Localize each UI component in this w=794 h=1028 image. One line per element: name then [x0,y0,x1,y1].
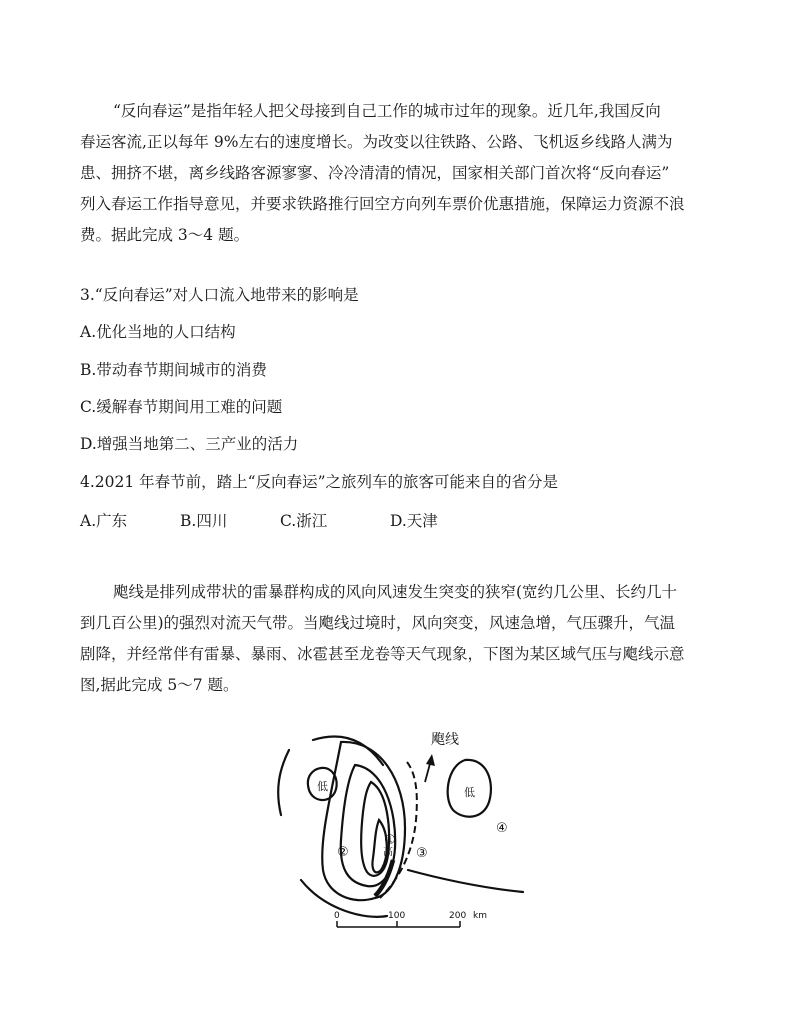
question-4-option-a: A.广东 [80,512,128,530]
arrow-head-icon [426,754,435,766]
passage-line: “反向春运”是指年轻人把父母接到自己工作的城市过年的现象。近几年,我国反向 [113,102,661,120]
question-3-option-a: A.优化当地的人口结构 [80,323,236,341]
passage-line: 春运客流,正以每年 9%左右的速度增长。为改变以往铁路、公路、飞机返乡线路人满为 [80,133,673,151]
question-4-option-c: C.浙江 [280,512,328,530]
question-4-option-d: D.天津 [390,512,438,530]
passage-spring-travel [80,96,720,251]
question-4-option-b: B.四川 [180,512,228,530]
point-3-label: ③ [416,846,428,861]
scale-label-100: 100 [388,911,406,921]
isobar-outer [322,742,405,900]
passage-line: 患、拥挤不堪，离乡线路客源寥寥、冷冷清清的情况，国家相关部门首次将“反向春运” [80,164,670,182]
pressure-squall-map [275,720,530,935]
low-label-right: 低 [464,786,475,799]
question-3-option-b: B.带动春节期间城市的消费 [80,361,267,379]
point-1-label: ① [384,833,396,848]
isobars [278,736,523,916]
question-3-option-d: D.增强当地第二、三产业的活力 [80,435,299,453]
passage-squall-line [80,577,720,701]
scale-label-0: 0 [334,911,340,921]
scale-unit: km [473,911,487,921]
question-3-stem: 3.“反向春运”对人口流入地带来的影响是 [80,286,359,304]
point-4-label: ④ [496,821,508,836]
point-2-label: ② [337,845,349,860]
passage-line: 图,据此完成 5～7 题。 [80,676,239,694]
isobar-middle [341,765,395,886]
passage-line: 费。据此完成 3～4 题。 [80,226,250,244]
passage-line: 飑线是排列成带状的雷暴群构成的风向风速发生突变的狭窄(宽约几公里、长约几十 [113,583,678,601]
isobar-bottom-right [408,870,523,892]
scale-label-200: 200 [449,911,467,921]
squall-label: 飑线 [431,732,459,748]
question-4-stem: 4.2021 年春节前，踏上“反向春运”之旅列车的旅客可能来自的省分是 [80,473,559,491]
high-label: 高 [383,847,393,858]
passage-line: 剧降，并经常伴有雷暴、暴雨、冰雹甚至龙卷等天气现象，下图为某区域气压与飑线示意 [80,645,685,663]
low-label-left: 低 [317,780,328,793]
passage-line: 列入春运工作指导意见，并要求铁路推行回空方向列车票价优惠措施，保障运力资源不浪 [80,195,685,213]
isobar-left-edge [278,750,289,815]
question-3-option-c: C.缓解春节期间用工难的问题 [80,398,283,416]
passage-line: 到几百公里)的强烈对流天气带。当飑线过境时，风向突变，风速急增，气压骤升，气温 [80,614,676,632]
